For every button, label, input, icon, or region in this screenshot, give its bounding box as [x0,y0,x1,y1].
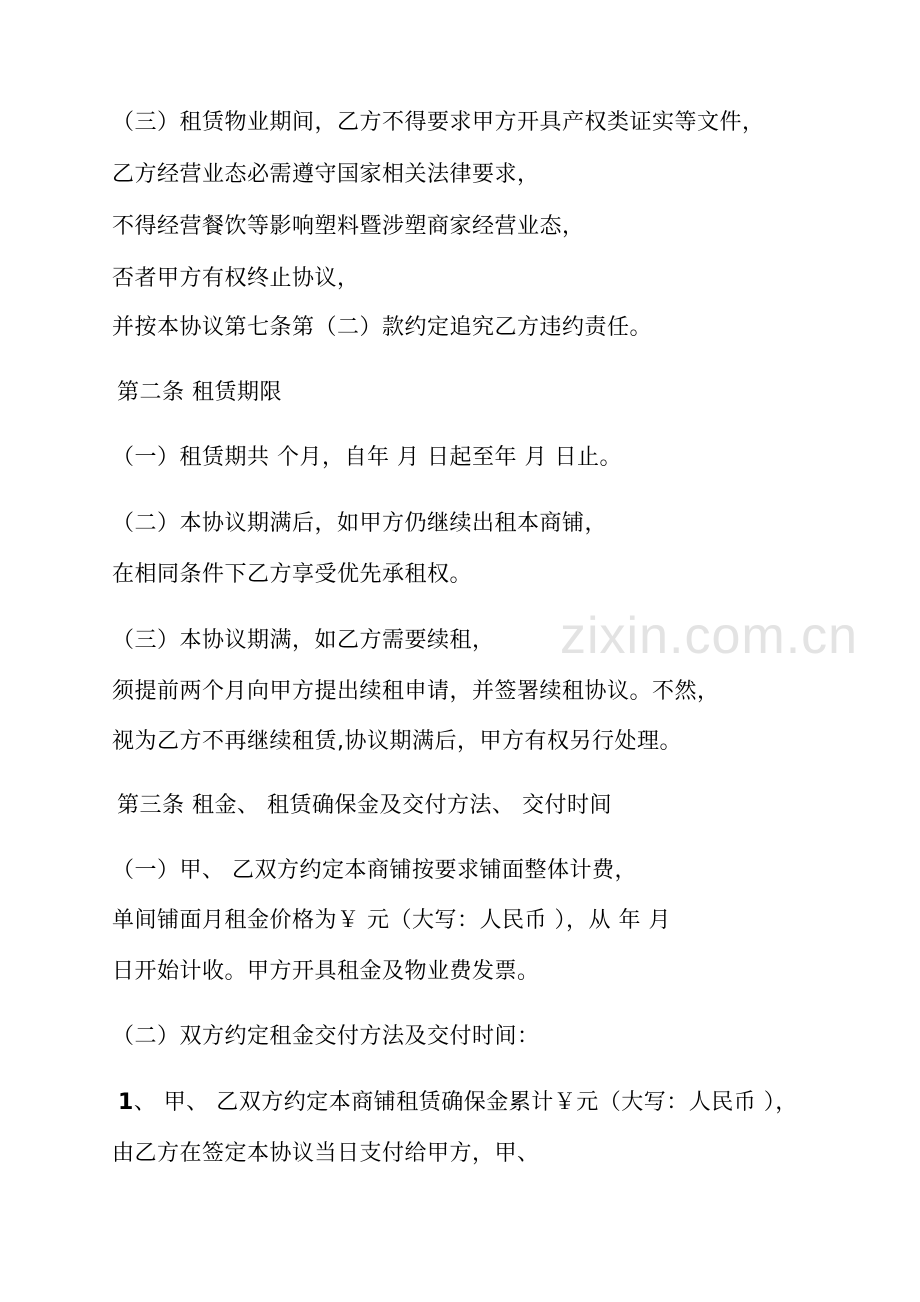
text-line: 视为乙方不再继续租赁,协议期满后，甲方有权另行处理。 [112,729,682,754]
text-line: 乙方经营业态必需遵守国家相关法律要求， [112,162,540,187]
text-line: （一）租赁期共 个月，自年 月 日起至年 月 日止。 [112,445,622,470]
text-line: 不得经营餐饮等影响塑料暨涉塑商家经营业态， [112,214,585,239]
text-line: 由乙方在签定本协议当日支付给甲方，甲、 [112,1141,540,1166]
text-line: 单间铺面月租金价格为￥ 元（大写：人民币 ），从 年 月 [112,908,671,933]
text-line: 、 甲、 乙双方约定本商铺租赁确保金累计￥元（大写：人民币 ）， [133,1090,798,1115]
text-line: （三）本协议期满，如乙方需要续租， [112,628,495,653]
section-heading: 第二条 租赁期限 [117,380,282,405]
text-line: 否者甲方有权终止协议， [112,266,360,291]
item-number: 1 [118,1090,134,1115]
text-line: （一）甲、 乙双方约定本商铺按要求铺面整体计费， [112,858,637,883]
text-line: 日开始计收。甲方开具租金及物业费发票。 [112,959,540,984]
section-heading: 第三条 租金、 租赁确保金及交付方法、 交付时间 [117,793,612,818]
text-line: 须提前两个月向甲方提出续租申请，并签署续租协议。不然， [112,679,720,704]
text-line-numbered [118,1088,798,1118]
text-line: （三）租赁物业期间，乙方不得要求甲方开具产权类证实等文件， [112,110,765,135]
watermark: zixin.com.cn [560,607,859,665]
text-line: 并按本协议第七条第（二）款约定追究乙方违约责任。 [112,315,653,340]
text-line: （二）本协议期满后，如甲方仍继续出租本商铺， [112,511,608,536]
text-line: 在相同条件下乙方享受优先承租权。 [112,562,473,587]
text-line: （二）双方约定租金交付方法及交付时间： [112,1024,540,1049]
